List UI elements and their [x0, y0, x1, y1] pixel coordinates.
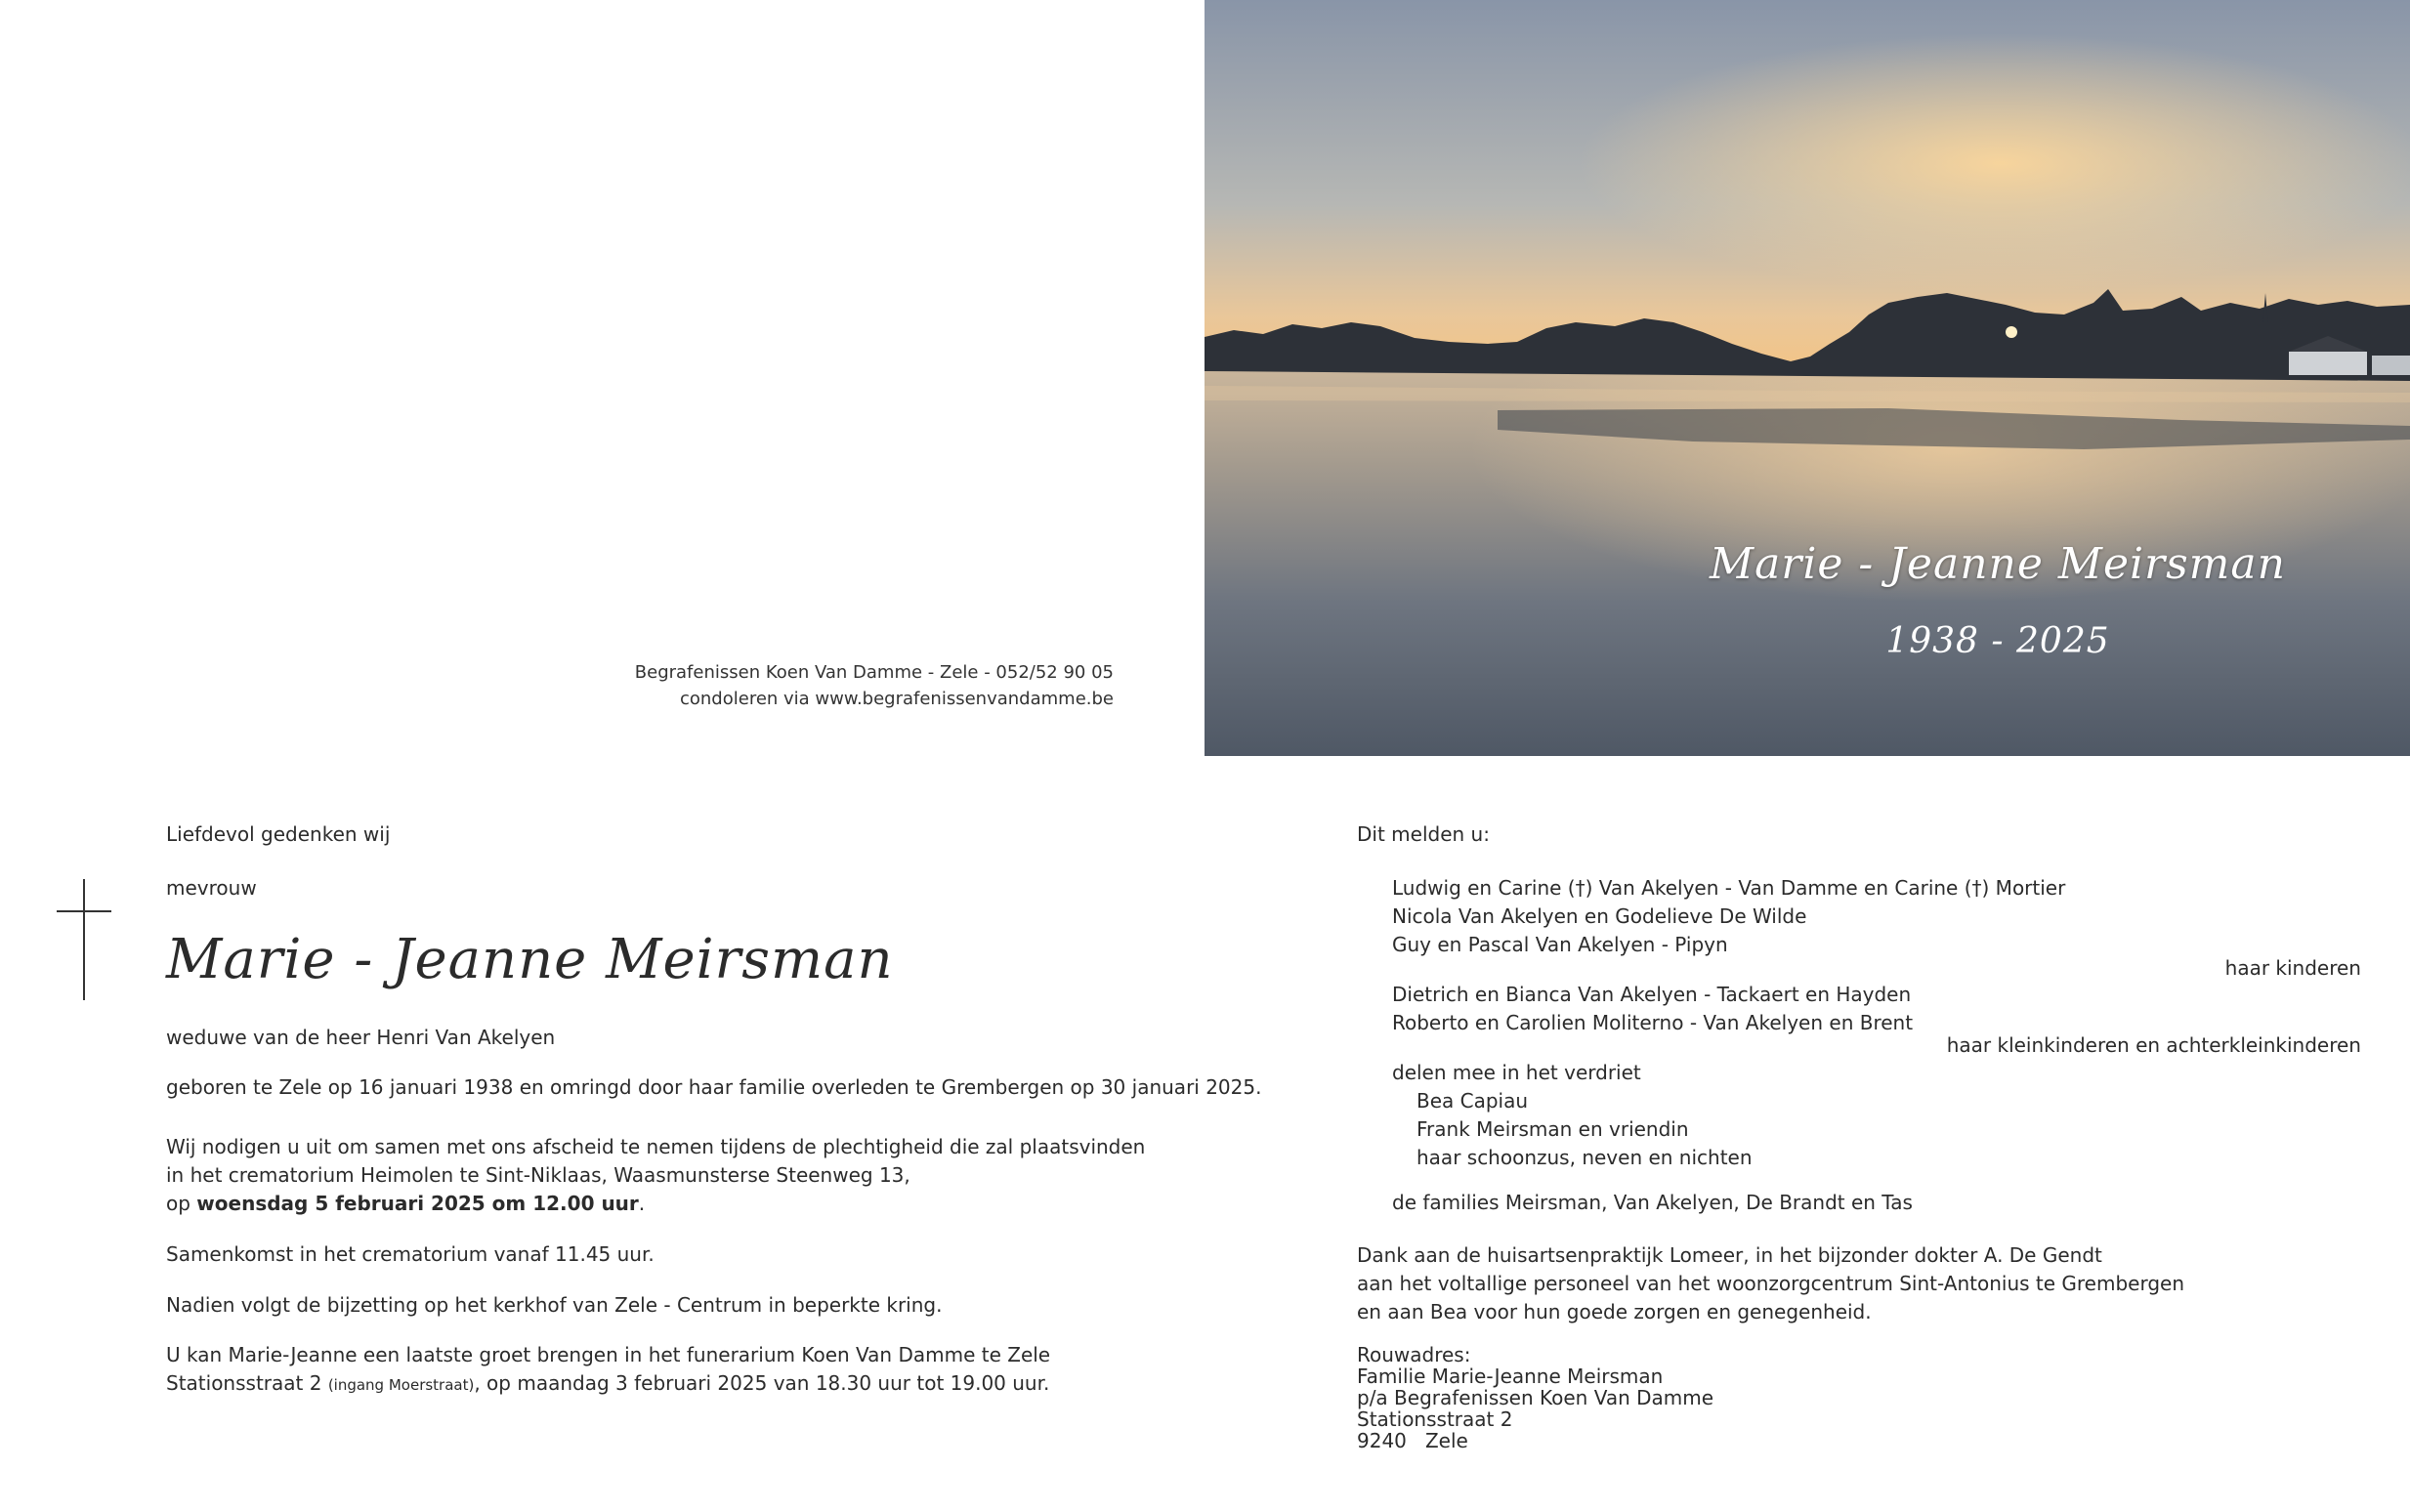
- address-line: Familie Marie-Jeanne Meirsman: [1357, 1365, 1664, 1388]
- address-line: Stationsstraat 2: [1357, 1407, 1513, 1431]
- invitation-line-3: [166, 1190, 1145, 1218]
- sharer-entry: Frank Meirsman en vriendin: [1416, 1117, 1689, 1141]
- widow-text: weduwe van de heer Henri Van Akelyen: [166, 1026, 556, 1049]
- thanks-line: aan het voltallige personeel van het woonzorgcentrum Sint-Antonius te Grembergen: [1357, 1272, 2185, 1295]
- deceased-name: Marie - Jeanne Meirsman: [166, 928, 894, 991]
- landscape-photo: [1205, 0, 2410, 756]
- invitation-line-2: in het crematorium Heimolen te Sint-Niklaas, Waasmunsterse Steenweg 13,: [166, 1163, 910, 1187]
- thanks-line: en aan Bea voor hun goede zorgen en genegenheid.: [1357, 1300, 1872, 1323]
- thanks-line: Dank aan de huisartsenpraktijk Lomeer, in het bijzonder dokter A. De Gendt: [1357, 1243, 2102, 1267]
- child-entry: Nicola Van Akelyen en Godelieve De Wilde: [1392, 904, 1807, 928]
- sharers-list: [1416, 1087, 1753, 1172]
- invitation-prefix: op: [166, 1192, 197, 1215]
- grandchildren-list: [1392, 981, 1913, 1037]
- invitation-paragraph: [166, 1133, 1145, 1218]
- photo-years-caption: 1938 - 2025: [1885, 621, 2110, 661]
- thanks-paragraph: [1357, 1241, 2184, 1326]
- cross-icon-vertical: [83, 879, 85, 1000]
- invitation-line-1: Wij nodigen u uit om samen met ons afscheid te nemen tijdens de plechtigheid die zal plaatsvinden: [166, 1135, 1146, 1158]
- grandchild-entry: Dietrich en Bianca Van Akelyen - Tackaert en Hayden: [1392, 983, 1912, 1006]
- visitation-time: , op maandag 3 februari 2025 van 18.30 uur tot 19.00 uur.: [474, 1371, 1050, 1395]
- child-entry: Ludwig en Carine (†) Van Akelyen - Van Damme en Carine (†) Mortier: [1392, 876, 2066, 900]
- visitation-line-1: U kan Marie-Jeanne een laatste groet brengen in het funerarium Koen Van Damme te Zele: [166, 1343, 1051, 1366]
- undertaker-line-2: condoleren via www.begrafenissenvandamme.be: [679, 689, 1114, 709]
- child-entry: Guy en Pascal Van Akelyen - Pipyn: [1392, 933, 1728, 956]
- grandchildren-label: haar kleinkinderen en achterkleinkinderen: [1946, 1033, 2361, 1057]
- sharer-entry: haar schoonzus, neven en nichten: [1416, 1146, 1753, 1169]
- address-label: Rouwadres:: [1357, 1343, 1471, 1366]
- undertaker-line-1: Begrafenissen Koen Van Damme - Zele - 052/52 90 05: [634, 662, 1114, 683]
- visitation-line-2: [166, 1369, 1050, 1400]
- intro-text: Liefdevol gedenken wij: [166, 822, 391, 846]
- birth-death-text: geboren te Zele op 16 januari 1938 en omringd door haar familie overleden te Grembergen op 30 januari 2025.: [166, 1075, 1262, 1099]
- ceremony-datetime: woensdag 5 februari 2025 om 12.00 uur: [196, 1192, 639, 1215]
- visitation-entrance: (ingang Moerstraat): [327, 1376, 475, 1394]
- undertaker-info: [635, 659, 1114, 712]
- gathering-text: Samenkomst in het crematorium vanaf 11.45 uur.: [166, 1242, 655, 1266]
- salutation: mevrouw: [166, 876, 257, 900]
- burial-text: Nadien volgt de bijzetting op het kerkhof van Zele - Centrum in beperkte kring.: [166, 1293, 943, 1317]
- cross-icon-horizontal: [57, 910, 111, 912]
- families-text: de families Meirsman, Van Akelyen, De Brandt en Tas: [1392, 1191, 1913, 1214]
- children-list: [1392, 874, 2065, 959]
- address-line: p/a Begrafenissen Koen Van Damme: [1357, 1386, 1714, 1409]
- invitation-suffix: .: [638, 1192, 646, 1215]
- visitation-address: Stationsstraat 2: [166, 1371, 328, 1395]
- announcement-intro: Dit melden u:: [1357, 822, 1490, 846]
- mourning-address: [1357, 1344, 1713, 1451]
- children-label: haar kinderen: [2224, 956, 2361, 980]
- address-line: 9240 Zele: [1357, 1429, 1468, 1452]
- sharer-entry: Bea Capiau: [1416, 1089, 1529, 1113]
- visitation-paragraph: [166, 1341, 1050, 1400]
- photo-name-caption: Marie - Jeanne Meirsman: [1710, 539, 2286, 589]
- grandchild-entry: Roberto en Carolien Moliterno - Van Akelyen en Brent: [1392, 1011, 1914, 1034]
- share-grief-text: delen mee in het verdriet: [1392, 1061, 1641, 1084]
